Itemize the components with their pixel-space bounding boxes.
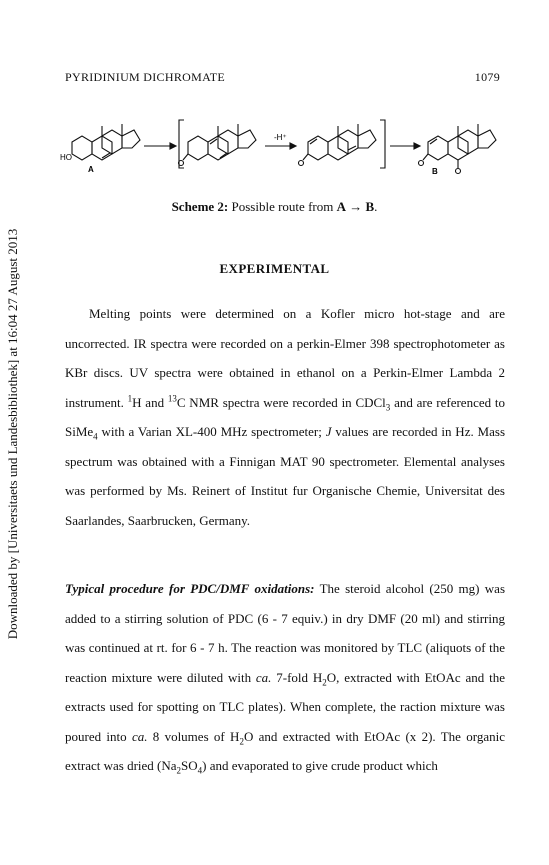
- paragraph-procedure: Typical procedure for PDC/DMF oxidations: The steroid alcohol (250 mg) was added to a stirring solution of PDC (6 - 7 equiv.) in dry DMF (20 ml) and stirring was continued at rt. for 6 - 7 h. The reaction was monitored by TLC (aliquots of the reaction mixture were diluted with ca. 7-fold $H_2O$, extracted with EtOAc and the extracts used for spotting on TLC plates). When complete, the raction mixture was poured into ca. 8 volumes of $H_2O$ and extracted with EtOAc (x 2). The organic extract was dried $(Na_2SO_4)$ and evaporated to give crude product which: [65, 581, 506, 776]
- structure-b: [419, 124, 497, 174]
- label-ho: HO: [60, 153, 72, 162]
- page-number: 1079: [474, 70, 500, 84]
- label-h-loss: -H⁺: [274, 133, 287, 142]
- scheme-caption: Scheme 2: Possible route from A → B.: [171, 199, 378, 214]
- running-title: PYRIDINIUM DICHROMATE: [65, 70, 225, 84]
- paragraph-instruments: Melting points were determined on a Kofler micro hot-stage and are uncorrected. IR spectra were recorded on a perkin-Elmer 398 spectrophotometer as KBr discs. UV spectra were obtained in ethanol on a Perkin-Elmer Lambda 2 instrument. $^1$H and $^{13}$C NMR spectra were recorded in CDCl$_3$ and are referenced to SiMe$_4$ with a Varian XL-400 MHz spectrometer; J values are recorded in Hz. Mass spectrum was obtained with a Finnigan MAT 90 spectrometer. Elemental analyses was performed by Ms. Reinert of Institut fur Organische Chemie, Universitat des Saarlandes, Saarbrucken, Germany.: [65, 306, 505, 528]
- reaction-scheme: [60, 100, 500, 180]
- label-a: A: [88, 165, 94, 174]
- structure-a: [72, 124, 140, 160]
- section-heading: EXPERIMENTAL: [219, 261, 330, 276]
- intermediate-2: [299, 124, 377, 166]
- label-b: B: [432, 167, 438, 176]
- intermediate-1: [179, 124, 257, 166]
